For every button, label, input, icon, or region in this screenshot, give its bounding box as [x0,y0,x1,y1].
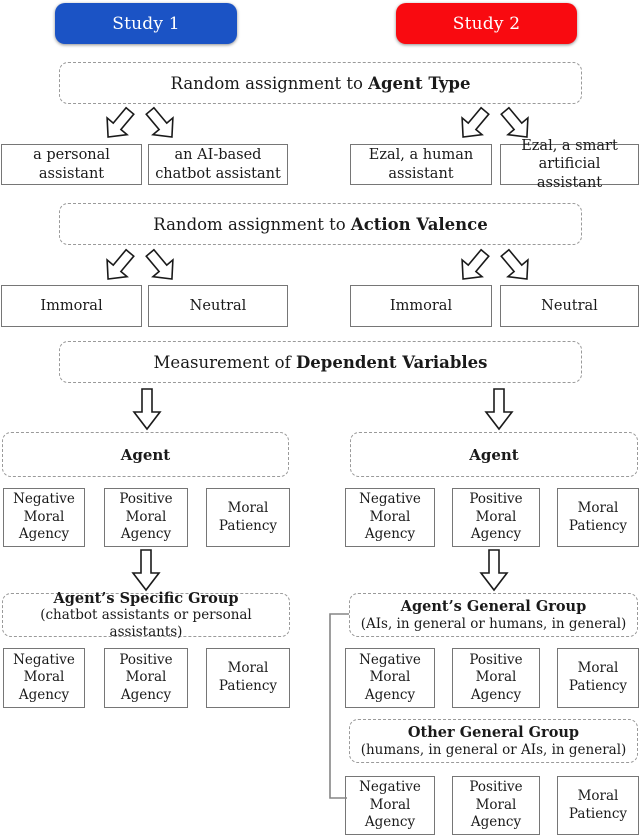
measure-box: Positive Moral Agency [104,648,188,708]
down-arrow-icon [486,388,512,430]
random-assignment-agent-type-box [59,62,582,104]
measure-box: Positive Moral Agency [104,488,188,547]
down-arrow-icon [481,549,507,591]
measure-box: Negative Moral Agency [345,776,435,835]
group-connector-line [325,608,355,808]
general-group-header [349,593,638,637]
study-1-badge: Study 1 [55,3,237,44]
agent-dv-header: Agent [350,432,638,477]
measure-box: Moral Patiency [557,648,639,708]
specific-group-header [2,589,290,640]
other-group-header [349,719,638,763]
split-arrows-icon [453,247,537,287]
down-arrow-icon [133,549,159,591]
measure-box: Moral Patiency [206,488,290,547]
group-title: Agent’s Specific Group [53,589,239,607]
group-title: Other General Group [407,723,580,741]
group-subtitle: (chatbot assistants or personal assistants) [40,607,252,640]
measurement-dependent-variables-box [59,341,582,383]
stage-label: Random assignment to Action Valence [153,214,488,234]
measure-box: Positive Moral Agency [452,648,540,708]
measure-box: Moral Patiency [557,488,639,547]
measure-box: Negative Moral Agency [345,488,435,547]
valence-condition-box: Immoral [1,285,142,327]
split-arrows-icon [98,105,182,145]
valence-condition-box: Neutral [148,285,288,327]
measure-box: Moral Patiency [557,776,639,835]
agent-type-condition-box: an AI-based chatbot assistant [148,144,288,185]
measure-box: Negative Moral Agency [3,488,85,547]
agent-type-condition-box: Ezal, a smart artificial assistant [500,144,639,185]
random-assignment-action-valence-box [59,203,582,245]
down-arrow-icon [134,388,160,430]
valence-condition-box: Neutral [500,285,639,327]
agent-dv-header: Agent [2,432,289,477]
measure-box: Positive Moral Agency [452,488,540,547]
group-subtitle: (AIs, in general or humans, in general) [360,615,627,632]
agent-type-condition-box: Ezal, a human assistant [350,144,492,185]
stage-label: Random assignment to Agent Type [170,73,471,93]
study-2-badge: Study 2 [396,3,577,44]
agent-type-condition-box: a personal assistant [1,144,142,185]
valence-condition-box: Immoral [350,285,492,327]
group-subtitle: (humans, in general or AIs, in general) [360,741,627,758]
measure-box: Negative Moral Agency [3,648,85,708]
stage-label: Measurement of Dependent Variables [153,352,488,372]
group-title: Agent’s General Group [400,597,587,615]
measure-box: Positive Moral Agency [452,776,540,835]
measure-box: Negative Moral Agency [345,648,435,708]
split-arrows-icon [98,247,182,287]
measure-box: Moral Patiency [206,648,290,708]
